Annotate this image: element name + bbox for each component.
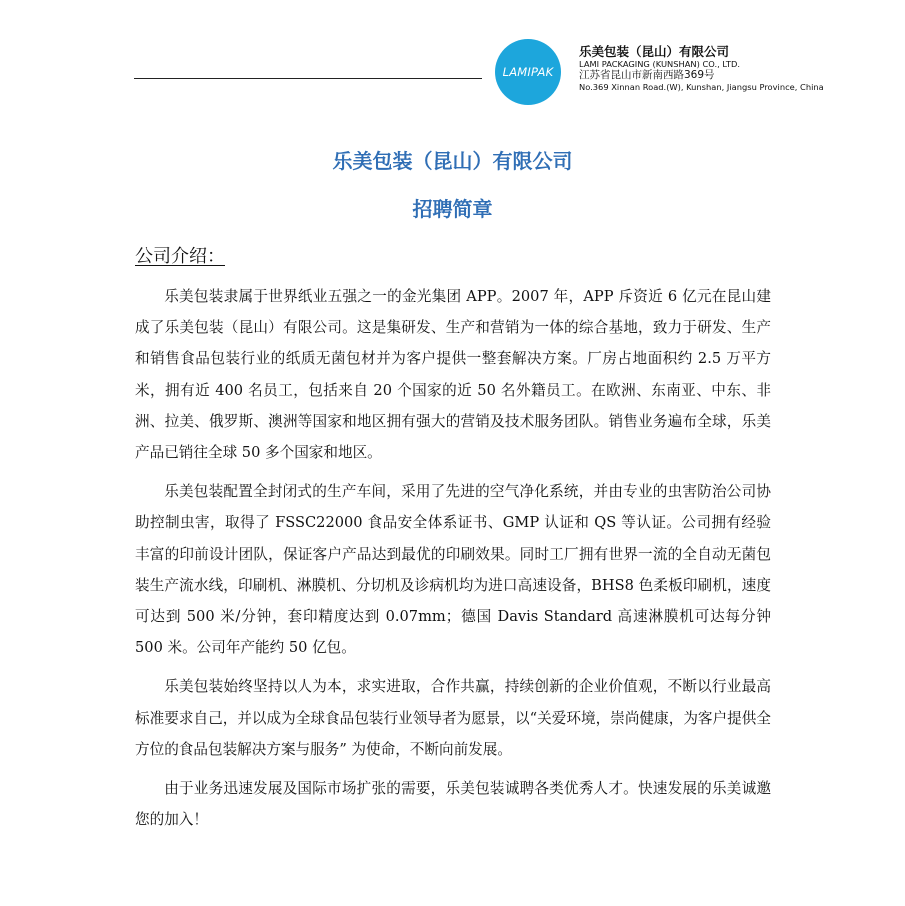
company-name-en: LAMI PACKAGING (KUNSHAN) CO., LTD. (579, 59, 740, 69)
paragraph: 乐美包装始终坚持以人为本，求实进取，合作共赢，持续创新的企业价值观，不断以行业最高标准要求自己，并以成为全球食品包装行业领导者为愿景，以“关爱环境，崇尚健康，为客户提供全方位的食品包装解决方案与服务” 为使命，不断向前发展。 (135, 678, 771, 758)
company-name-cn: 乐美包装（昆山）有限公司 (579, 44, 730, 59)
paragraph: 由于业务迅速发展及国际市场扩张的需要，乐美包装诚聘各类优秀人才。快速发展的乐美诚邀您的加入！ (135, 780, 771, 829)
intro-body (135, 281, 771, 843)
address-en: No.369 Xinnan Road.(W), Kunshan, Jiangsu Province, China (579, 82, 824, 92)
address-cn: 江苏省昆山市新南西路369号 (579, 69, 715, 81)
page-subtitle: 招聘简章 (412, 197, 493, 221)
section-heading: 公司介绍： (135, 246, 225, 267)
company-info (579, 44, 824, 93)
paragraph: 乐美包装配置全封闭式的生产车间，采用了先进的空气净化系统，并由专业的虫害防治公司协助控制虫害，取得了 FSSC22000 食品安全体系证书、GMP 认证和 QS 等认证。公司拥有经验丰富的印前设计团队，保证客户产品达到最优的印刷效果。同时工厂拥有世界一流的全自动无菌包装生产流水线，印刷机、淋膜机、分切机及诊病机均为进口高速设备，BHS8 色柔板印刷机，速度可达到 500 米/分钟，套印精度达到 0.07mm；德国 Davis Standard 高速淋膜机可达每分钟 500 米。公司年产能约 50 亿包。 (135, 483, 771, 657)
logo-text: LAMIPAK (502, 65, 554, 79)
paragraph: 乐美包装隶属于世界纸业五强之一的金光集团 APP。2007 年，APP 斥资近 6 亿元在昆山建成了乐美包装（昆山）有限公司。这是集研发、生产和营销为一体的综合基地，致力于研发、生产和销售食品包装行业的纸质无菌包材并为客户提供一整套解决方案。厂房占地面积约 2.5 万平方米，拥有近 400 名员工，包括来自 20 个国家的近 50 名外籍员工。在欧洲、东南亚、中东、非洲、拉美、俄罗斯、澳洲等国家和地区拥有强大的营销及技术服务团队。销售业务遍布全球，乐美产品已销往全球 50 多个国家和地区。 (135, 288, 771, 462)
page-title: 乐美包装（昆山）有限公司 (332, 149, 573, 173)
lamipak-logo (495, 39, 561, 105)
header-rule (134, 78, 482, 79)
